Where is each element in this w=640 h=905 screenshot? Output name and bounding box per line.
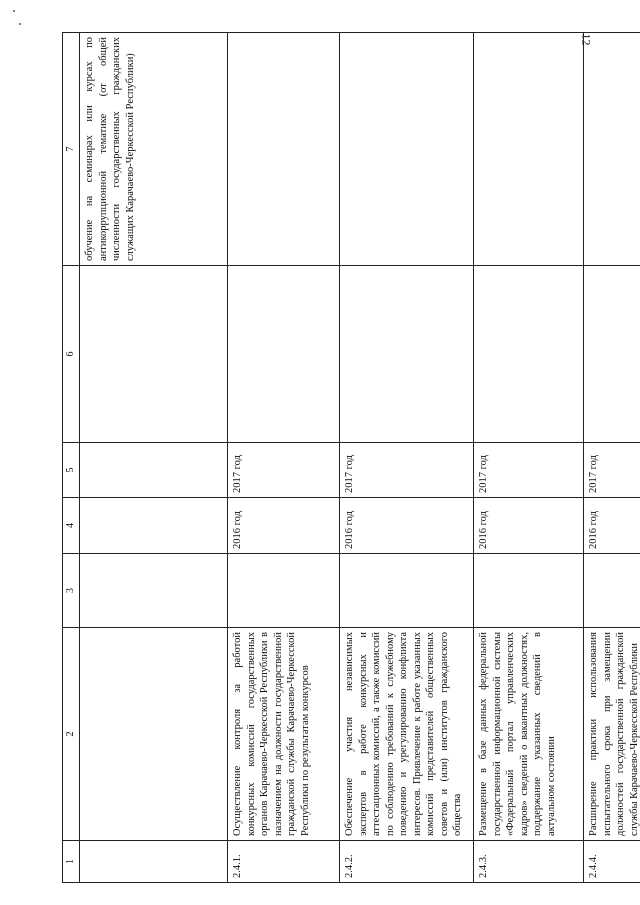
start-year: 2016 год [474,498,584,554]
table-cell [474,33,584,266]
table-cell [340,266,474,443]
column-header: 2 [63,628,80,841]
scan-speck [13,10,15,12]
table-cell [340,33,474,266]
table-cell [228,266,340,443]
scan-speck [19,23,21,25]
end-year: 2017 год [584,443,640,498]
measure-text: Размещение в базе данных федеральной государственной информационной системы «Федеральный портал управленческих кадров» сведений о вакантных должностях, поддержание указанных сведений в актуальном состоянии [474,628,584,841]
table-row [584,33,640,883]
end-year: 2017 год [228,443,340,498]
start-year: 2016 год [228,498,340,554]
table-cell [340,554,474,628]
table-cell [474,266,584,443]
end-year: 2017 год [474,443,584,498]
table-cell [584,554,640,628]
rotated-table [62,33,640,883]
page-number: 12 [579,33,594,46]
column-header: 4 [63,498,80,554]
table-cell [80,554,228,628]
table-row [340,33,474,883]
end-year: 2017 год [340,443,474,498]
column-header: 7 [63,33,80,266]
column-header: 1 [63,841,80,883]
column-header: 3 [63,554,80,628]
row-number: 2.4.2. [340,841,474,883]
row-number: 2.4.3. [474,841,584,883]
table-cell [228,554,340,628]
measure-text: Обеспечение участия независимых экспертов в работе конкурсных и аттестационных комиссий, а также комиссий по соблюдению требований к служебному поведению и урегулированию конфликта интересов. Привлечение к работе указанных комиссий представителей общественных советов и (или) институтов гражданского общества [340,628,474,841]
table-cell [584,33,640,266]
start-year: 2016 год [584,498,640,554]
table-cell [228,33,340,266]
table-cell [80,498,228,554]
row-number: 2.4.1. [228,841,340,883]
table-cell [80,628,228,841]
measures-table [62,32,640,883]
table-cell [474,554,584,628]
column-header: 6 [63,266,80,443]
start-year: 2016 год [340,498,474,554]
row-number: 2.4.4. [584,841,640,883]
table-cell [80,443,228,498]
column-header: 5 [63,443,80,498]
measure-text: Осуществление контроля за работой конкурсных комиссий государственных органов Карачаево-Черкесской Республики в назначением на должности государственной гражданской службы Карачаево-Черкесской Республики по результатам конкурсов [228,628,340,841]
table-cell [80,841,228,883]
table-row [228,33,340,883]
table-cell [80,266,228,443]
measure-text: Расширение практики использования испытательного срока при замещении должностей государственной гражданской службы Карачаево-Черкесской Республики [584,628,640,841]
table-row-continuation [80,33,228,883]
header-row [63,33,80,883]
indicator-text: обучение на семинарах или курсах по антикоррупционной тематике (от общей численности государственных гражданских служащих Карачаево-Черкесской Республики) [80,33,228,266]
table-cell [584,266,640,443]
table-row [474,33,584,883]
rotated-table-container [62,33,640,883]
